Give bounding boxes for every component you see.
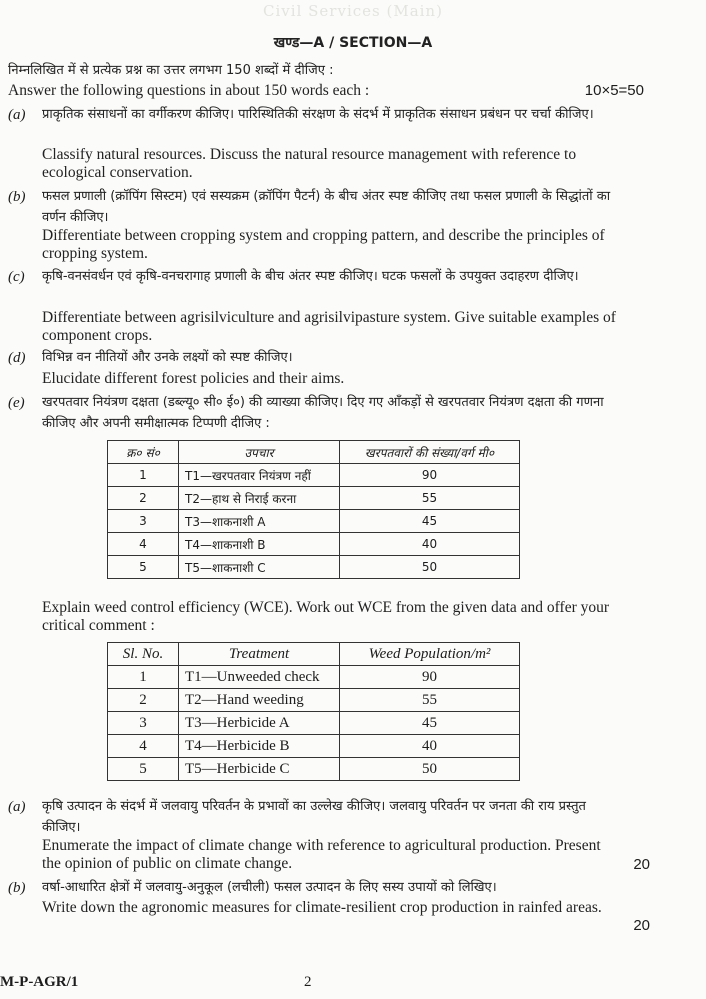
table-cell: 55 — [340, 487, 520, 510]
question-label-e: (e) — [8, 395, 25, 411]
table-cell: T5—शाकनाशी C — [179, 556, 340, 579]
table-cell: 50 — [340, 556, 520, 579]
table-row — [108, 510, 520, 533]
table-cell: T4—Herbicide B — [179, 735, 340, 758]
instructions-hindi: निम्नलिखित में से प्रत्येक प्रश्न का उत्तर लगभग 150 शब्दों में दीजिए : — [8, 63, 334, 78]
table-cell: 55 — [340, 689, 520, 712]
question-label-b: (b) — [8, 189, 26, 205]
section-title: खण्ड—A / SECTION—A — [273, 35, 433, 51]
table-cell: T1—Unweeded check — [179, 666, 340, 689]
question-label-d: (d) — [8, 350, 26, 366]
table-cell: 45 — [340, 712, 520, 735]
table-row — [108, 689, 520, 712]
table-cell: 90 — [340, 666, 520, 689]
table-header-row — [108, 643, 520, 666]
table-cell: 1 — [108, 464, 179, 487]
question2-a-hindi: कृषि उत्पादन के संदर्भ में जलवायु परिवर्तन के प्रभावों का उल्लेख कीजिए। जलवायु परिवर्तन पर जनता की राय प्रस्तुत कीजिए। — [42, 799, 586, 835]
question2-label-a: (a) — [8, 799, 26, 815]
instructions-english: Answer the following questions in about 150 words each : — [8, 82, 370, 99]
table-row — [108, 533, 520, 556]
table-row — [108, 666, 520, 689]
table-cell: 5 — [108, 556, 179, 579]
table-header-treatment: Treatment — [179, 643, 340, 666]
question2-a-english: Enumerate the impact of climate change with reference to agricultural production. Present the opinion of public on climate change. — [42, 837, 601, 872]
question2-label-b: (b) — [8, 880, 26, 896]
table-cell: 4 — [108, 735, 179, 758]
table-cell: T1—खरपतवार नियंत्रण नहीं — [179, 464, 340, 487]
question-e-english: Explain weed control efficiency (WCE). Work out WCE from the given data and offer your critical comment : — [42, 599, 610, 634]
question-d-hindi: विभिन्न वन नीतियों और उनके लक्ष्यों को स्पष्ट कीजिए। — [42, 350, 293, 365]
question-a-hindi: प्राकृतिक संसाधनों का वर्गीकरण कीजिए। पारिस्थितिकी संरक्षण के संदर्भ में प्राकृतिक संसाधन प्रबंधन पर चर्चा कीजिए। — [42, 107, 594, 122]
table-header-sl: क्र० सं० — [108, 441, 179, 464]
question-label-c: (c) — [8, 269, 25, 285]
table-cell: 3 — [108, 712, 179, 735]
table-cell: T2—हाथ से निराई करना — [179, 487, 340, 510]
paper-code: M-P-AGR/1 — [0, 974, 79, 990]
watermark: Civil Services (Main) — [263, 2, 443, 20]
table-cell: T4—शाकनाशी B — [179, 533, 340, 556]
table-header-sl: Sl. No. — [108, 643, 179, 666]
table-header-row — [108, 441, 520, 464]
question-b-hindi: फसल प्रणाली (क्रॉपिंग सिस्टम) एवं सस्यक्रम (क्रॉपिंग पैटर्न) के बीच अंतर स्पष्ट कीजिए तथा फसल प्रणाली के सिद्धांतों का वर्णन कीजिए। — [42, 189, 611, 225]
table-cell: 4 — [108, 533, 179, 556]
table-cell: 3 — [108, 510, 179, 533]
question2-a-marks: 20 — [633, 856, 650, 873]
table-cell: 1 — [108, 666, 179, 689]
question-c-english: Differentiate between agrisilviculture and agrisilvipasture system. Give suitable examples of component crops. — [42, 309, 616, 344]
table-row — [108, 735, 520, 758]
question-label-a: (a) — [8, 107, 26, 123]
question-d-english: Elucidate different forest policies and their aims. — [42, 370, 345, 387]
question2-b-hindi: वर्षा-आधारित क्षेत्रों में जलवायु-अनुकूल (लचीली) फसल उत्पादन के लिए सस्य उपायों को लिखिए। — [42, 880, 497, 895]
weed-table-english — [107, 642, 520, 781]
table-cell: 45 — [340, 510, 520, 533]
table-header-population: खरपतवारों की संख्या/वर्ग मी० — [340, 441, 520, 464]
weed-table-hindi — [107, 440, 520, 579]
table-cell: 50 — [340, 758, 520, 781]
question-b-english: Differentiate between cropping system and cropping pattern, and describe the principles of cropping system. — [42, 227, 605, 262]
table-cell: T5—Herbicide C — [179, 758, 340, 781]
question-c-hindi: कृषि-वनसंवर्धन एवं कृषि-वनचरागाह प्रणाली के बीच अंतर स्पष्ट कीजिए। घटक फसलों के उपयुक्त उदाहरण दीजिए। — [42, 269, 579, 284]
table-cell: 2 — [108, 487, 179, 510]
table-cell: 2 — [108, 689, 179, 712]
table-header-population: Weed Population/m² — [340, 643, 520, 666]
section-marks: 10×5=50 — [584, 82, 644, 99]
question2-b-marks: 20 — [633, 917, 650, 934]
table-cell: T3—Herbicide A — [179, 712, 340, 735]
table-cell: 40 — [340, 735, 520, 758]
table-row — [108, 556, 520, 579]
table-row — [108, 758, 520, 781]
table-row — [108, 487, 520, 510]
table-cell: 5 — [108, 758, 179, 781]
table-cell: T2—Hand weeding — [179, 689, 340, 712]
question2-b-english: Write down the agronomic measures for climate-resilient crop production in rainfed areas. — [42, 899, 602, 916]
table-row — [108, 712, 520, 735]
table-header-treatment: उपचार — [179, 441, 340, 464]
table-cell: 40 — [340, 533, 520, 556]
question-e-hindi: खरपतवार नियंत्रण दक्षता (डब्ल्यू० सी० ई०) की व्याख्या कीजिए। दिए गए आँकड़ों से खरपतवार नियंत्रण दक्षता की गणना कीजिए और अपनी समीक्षात्मक टिप्पणी दीजिए : — [42, 395, 604, 431]
table-cell: T3—शाकनाशी A — [179, 510, 340, 533]
table-row — [108, 464, 520, 487]
page-number: 2 — [304, 974, 312, 990]
table-cell: 90 — [340, 464, 520, 487]
question-a-english: Classify natural resources. Discuss the natural resource management with reference to ecological conservation. — [42, 146, 577, 181]
